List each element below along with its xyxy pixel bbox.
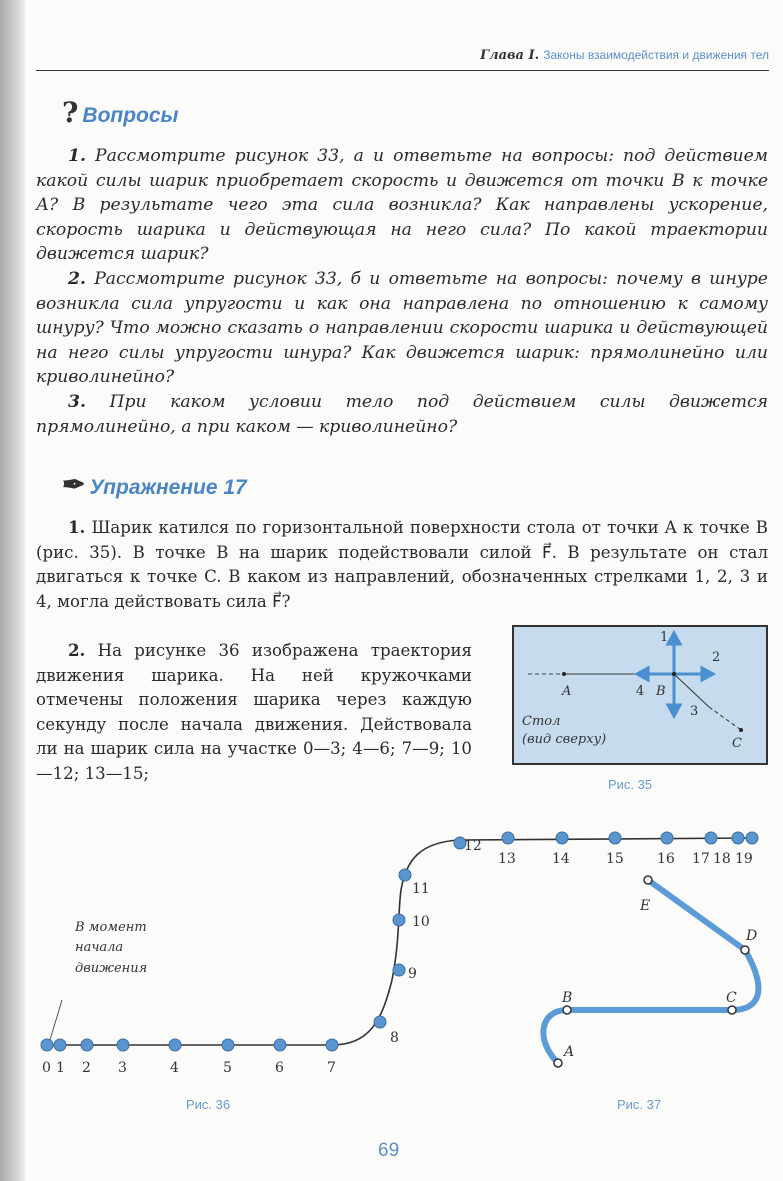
- position-label: 15: [606, 851, 624, 867]
- figure-35-caption: Рис. 35: [608, 777, 653, 792]
- label-c: C: [732, 736, 742, 751]
- position-dot: [374, 1016, 386, 1028]
- position-dot: [746, 832, 758, 844]
- position-dot: [393, 914, 405, 926]
- position-dot: [556, 832, 568, 844]
- table-sublabel: (вид сверху): [522, 732, 607, 747]
- question-text: При каком условии тело под действием силы движется прямолинейно, а при каком — криволинейно?: [36, 391, 768, 437]
- point-marker: [741, 946, 749, 954]
- table-label: Стол: [522, 714, 561, 729]
- arrow-2-label: 2: [712, 650, 721, 665]
- position-label: 16: [657, 851, 675, 867]
- question-mark-icon: ?: [62, 96, 79, 129]
- position-label: 19: [735, 851, 753, 867]
- label-a: A: [562, 684, 572, 699]
- position-dot: [169, 1039, 181, 1051]
- figure-36: [41, 832, 758, 1076]
- figure-35-drawing: [514, 627, 766, 763]
- questions-title: Вопросы: [82, 104, 179, 127]
- position-dot: [41, 1039, 53, 1051]
- figure-37: [543, 876, 758, 1067]
- position-label: 14: [552, 851, 570, 867]
- question-number: 3.: [68, 391, 86, 412]
- note-line: движения: [75, 961, 148, 976]
- exercise-item-2: [36, 638, 472, 787]
- position-label: 13: [498, 851, 516, 867]
- figure-37-caption: Рис. 37: [617, 1097, 662, 1112]
- chapter-label: Глава I.: [480, 48, 540, 63]
- position-label: 1: [56, 1060, 65, 1076]
- position-dot: [399, 869, 411, 881]
- position-dot: [117, 1039, 129, 1051]
- point-marker: [554, 1059, 562, 1067]
- position-label: 3: [118, 1060, 127, 1076]
- note-line: В момент: [75, 920, 147, 935]
- position-dot: [502, 832, 514, 844]
- position-label: 18: [713, 851, 731, 867]
- position-label: 12: [464, 838, 482, 854]
- exercise-number: 2.: [68, 640, 86, 660]
- running-header: [36, 48, 769, 71]
- point-c: [739, 728, 743, 732]
- point-marker: [728, 1006, 736, 1014]
- figures-36-37: [0, 820, 783, 1100]
- position-label: 0: [42, 1060, 51, 1076]
- question-text: Рассмотрите рисунок 33, б и ответьте на вопросы: почему в шнуре возникла сила упругости и как она направлена по отношению к самому шнуру? Что можно сказать о направлении скорости шарика и действующей на него силы упругости шнура? Как движется шарик: прямолинейно или криволинейно?: [36, 268, 768, 388]
- position-label: 5: [223, 1060, 232, 1076]
- position-dot: [222, 1039, 234, 1051]
- exercise-text: На рисунке 36 изображена траектория движения шарика. На ней кружочками отмечены положения шарика через каждую секунду после начала движения. Действовала ли на шарик сила на участке 0—3; 4—6; 7—9; 10—12; 13—15;: [36, 641, 473, 783]
- point-label: D: [746, 928, 758, 944]
- note-line: начала: [75, 940, 124, 955]
- point-a: [562, 672, 566, 676]
- trajectory-path: [543, 880, 758, 1063]
- point-label: B: [562, 990, 573, 1006]
- point-marker: [563, 1006, 571, 1014]
- position-dot: [326, 1039, 338, 1051]
- path-b-c-dashed: [709, 707, 741, 730]
- question-text: Рассмотрите рисунок 33, а и ответьте на вопросы: под действием какой силы шарик приобретает скорость и движется от точки В к точке А? В результате чего эта сила возникла? Как направлены ускорение, скорость шарика и действующая на него сила? По какой траектории движется шарик?: [36, 146, 768, 265]
- label-b: B: [656, 684, 666, 699]
- position-label: 8: [390, 1030, 399, 1046]
- position-dot: [393, 964, 405, 976]
- point-marker: [644, 876, 652, 884]
- pen-nib-icon: ✒: [62, 468, 86, 501]
- position-label: 6: [275, 1060, 284, 1076]
- exercise-number: 1.: [68, 517, 86, 537]
- point-label: C: [726, 990, 737, 1006]
- figure-35: [512, 625, 768, 765]
- exercise-title: Упражнение 17: [89, 476, 247, 499]
- position-label: 9: [408, 966, 417, 982]
- questions-list: [36, 144, 768, 439]
- arrow-4-label: 4: [636, 684, 645, 699]
- position-label: 11: [412, 881, 430, 897]
- position-dot: [732, 832, 744, 844]
- point-label: A: [564, 1044, 575, 1060]
- exercise-item-1: [36, 515, 768, 614]
- question-item: [36, 267, 768, 390]
- question-number: 2.: [68, 268, 86, 289]
- arrow-1-label: 1: [660, 630, 669, 645]
- position-label: 4: [170, 1060, 179, 1076]
- arrow-3-label: 3: [690, 704, 699, 719]
- questions-heading: [62, 96, 179, 129]
- position-dot: [661, 832, 673, 844]
- exercise-heading: [62, 468, 247, 501]
- question-item: [36, 390, 768, 439]
- page-number: 69: [378, 1140, 400, 1161]
- position-label: 7: [327, 1060, 336, 1076]
- trajectory-line: [47, 838, 752, 1045]
- note-pointer: [50, 1000, 62, 1040]
- figure-36-caption: Рис. 36: [186, 1097, 231, 1112]
- question-number: 1.: [68, 146, 86, 166]
- exercise-text: Шарик катился по горизонтальной поверхности стола от точки A к точке B (рис. 35). В точке B на шарик подействовали силой F⃗. В результате он стал двигаться к точке C. В каком из направлений, обозначенных стрелками 1, 2, 3 и 4, могла действовать сила F⃗?: [36, 518, 768, 611]
- position-dot: [54, 1039, 66, 1051]
- position-label: 17: [692, 851, 710, 867]
- question-item: [36, 144, 768, 267]
- point-label: E: [640, 898, 651, 914]
- position-dot: [705, 832, 717, 844]
- position-dot: [274, 1039, 286, 1051]
- position-dot: [81, 1039, 93, 1051]
- position-label: 10: [412, 914, 430, 930]
- position-dot: [609, 832, 621, 844]
- position-label: 2: [82, 1060, 91, 1076]
- chapter-title: Законы взаимодействия и движения тел: [543, 48, 769, 62]
